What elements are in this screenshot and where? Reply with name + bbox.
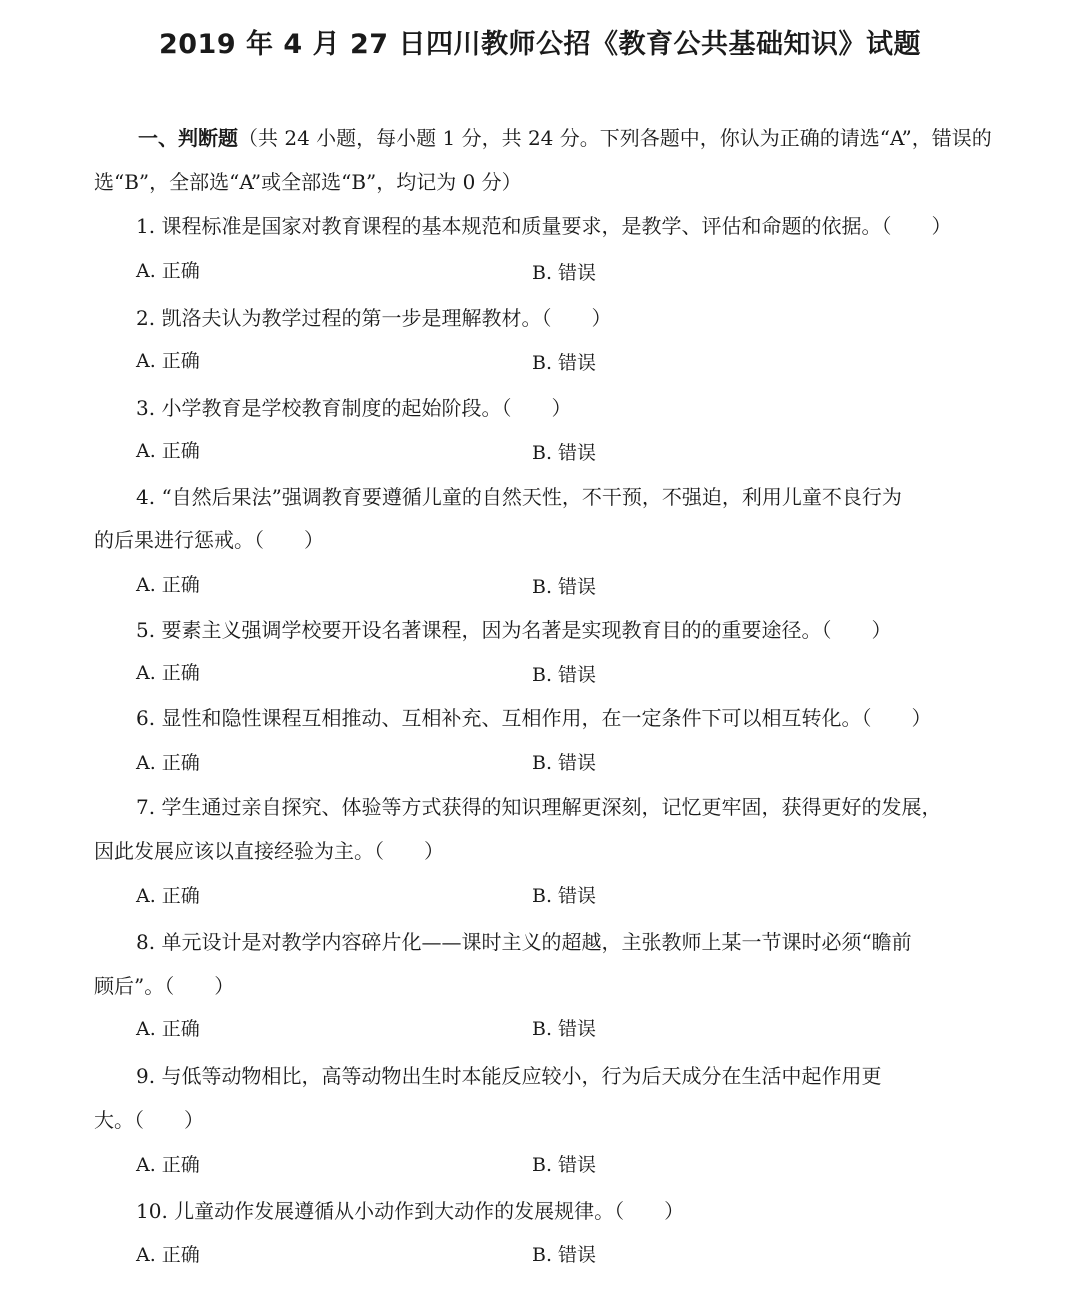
question-1-text: 1. 课程标准是国家对教育课程的基本规范和质量要求，是教学、评估和命题的依据。（ ）: [136, 214, 952, 238]
question-9-option-b[interactable]: B. 错误: [532, 1154, 597, 1176]
question-4-text-cont: 的后果进行惩戒。（ ）: [94, 528, 324, 552]
question-6-text: 6. 显性和隐性课程互相推动、互相补充、互相作用，在一定条件下可以相互转化。（ ）: [136, 706, 932, 730]
question-6-option-a[interactable]: A. 正确: [136, 752, 200, 774]
question-9-option-a[interactable]: A. 正确: [136, 1154, 200, 1176]
question-5-option-a[interactable]: A. 正确: [136, 662, 200, 684]
section-heading: 一、判断题: [138, 126, 238, 150]
question-8-text-cont: 顾后”。（ ）: [94, 974, 235, 998]
question-10-text: 10. 儿童动作发展遵循从小动作到大动作的发展规律。（ ）: [136, 1199, 685, 1223]
question-6-option-b[interactable]: B. 错误: [532, 752, 597, 774]
section-instructions: [94, 116, 994, 204]
question-2-option-b[interactable]: B. 错误: [532, 352, 597, 374]
question-10-option-b[interactable]: B. 错误: [532, 1244, 597, 1266]
question-7-option-b[interactable]: B. 错误: [532, 885, 597, 907]
question-3-option-a[interactable]: A. 正确: [136, 440, 200, 462]
question-8-text: 8. 单元设计是对教学内容碎片化——课时主义的超越，主张教师上某一节课时必须“瞻前: [136, 930, 912, 954]
question-2-text: 2. 凯洛夫认为教学过程的第一步是理解教材。（ ）: [136, 306, 612, 330]
page-title: 2019 年 4 月 27 日四川教师公招《教育公共基础知识》试题: [158, 29, 921, 60]
question-4-text: 4. “自然后果法”强调教育要遵循儿童的自然天性，不干预，不强迫，利用儿童不良行为: [136, 485, 902, 509]
question-7-text-cont: 因此发展应该以直接经验为主。（ ）: [94, 839, 444, 863]
question-4-option-a[interactable]: A. 正确: [136, 574, 200, 596]
question-9-text: 9. 与低等动物相比，高等动物出生时本能反应较小，行为后天成分在生活中起作用更: [136, 1064, 882, 1088]
section-instructions-text: （共 24 小题，每小题 1 分，共 24 分。下列各题中，你认为正确的请选“A”，错误的选“B”，全部选“A”或全部选“B”，均记为 0 分）: [94, 126, 992, 194]
question-10-option-a[interactable]: A. 正确: [136, 1244, 200, 1266]
question-8-option-a[interactable]: A. 正确: [136, 1018, 200, 1040]
question-8-option-b[interactable]: B. 错误: [532, 1018, 597, 1040]
question-2-option-a[interactable]: A. 正确: [136, 350, 200, 372]
question-7-option-a[interactable]: A. 正确: [136, 885, 200, 907]
question-1-option-b[interactable]: B. 错误: [532, 262, 597, 284]
question-5-option-b[interactable]: B. 错误: [532, 664, 597, 686]
question-7-text: 7. 学生通过亲自探究、体验等方式获得的知识理解更深刻，记忆更牢固，获得更好的发展，: [136, 795, 942, 819]
question-1-option-a[interactable]: A. 正确: [136, 260, 200, 282]
question-9-text-cont: 大。（ ）: [94, 1108, 204, 1132]
question-4-option-b[interactable]: B. 错误: [532, 576, 597, 598]
question-5-text: 5. 要素主义强调学校要开设名著课程，因为名著是实现教育目的的重要途径。（ ）: [136, 618, 892, 642]
question-3-text: 3. 小学教育是学校教育制度的起始阶段。（ ）: [136, 396, 572, 420]
question-3-option-b[interactable]: B. 错误: [532, 442, 597, 464]
